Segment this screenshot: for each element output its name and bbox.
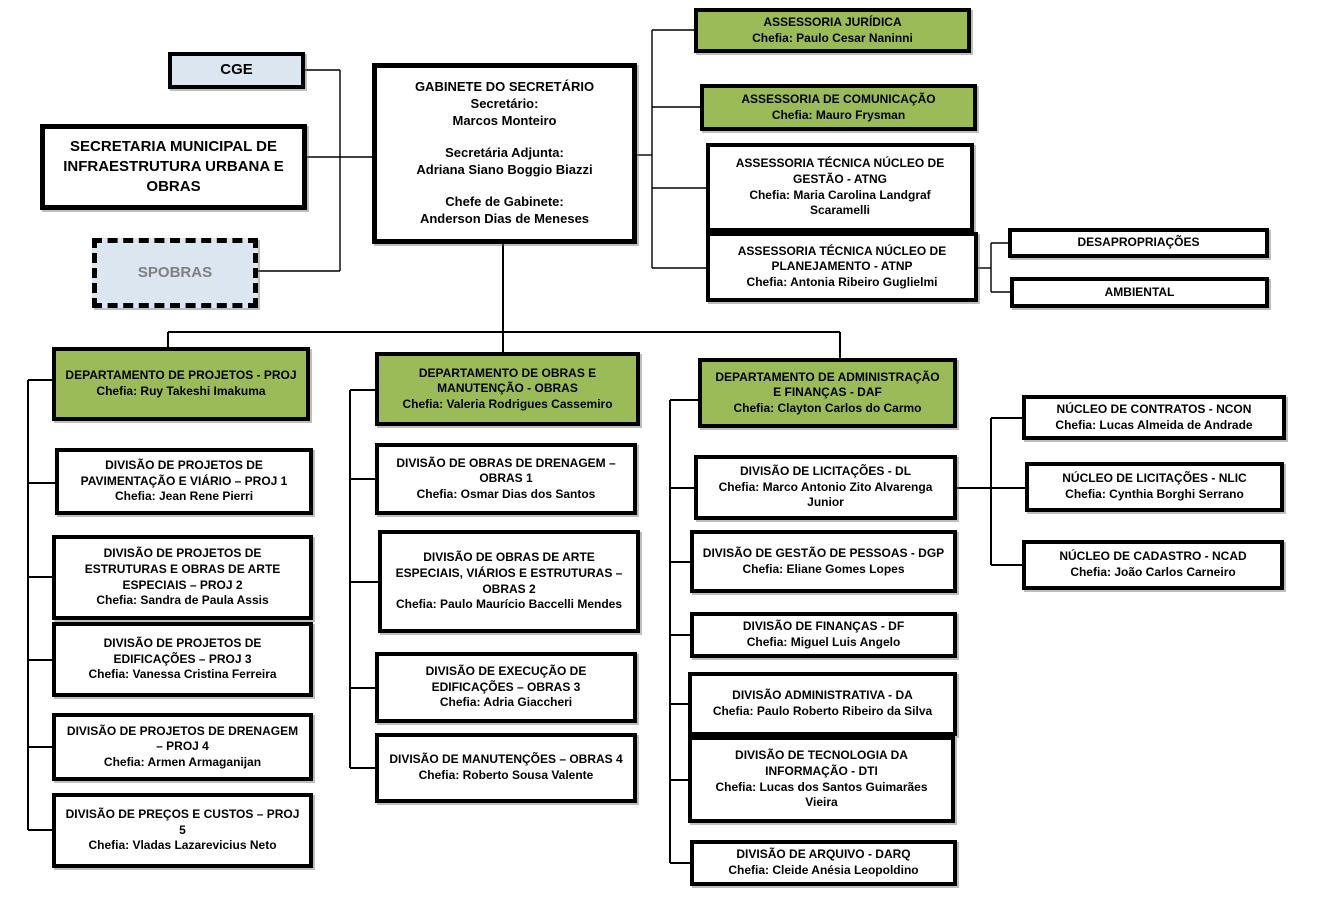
node-title: DIVISÃO DE PROJETOS DE ESTRUTURAS E OBRAS DE ARTE ESPECIAIS – PROJ 2 <box>84 546 281 592</box>
node-title: DIVISÃO DE FINANÇAS - DF <box>742 619 905 634</box>
node-ambiental <box>1010 277 1269 308</box>
node-chief: Chefia: Lucas Almeida de Andrade <box>1055 417 1253 432</box>
node-divisao-proj-1 <box>55 448 313 515</box>
node-chief: Chefia: Armen Armaganijan <box>103 754 262 769</box>
node-chief: Chefia: Maria Carolina Landgraf Scaramelli <box>749 187 931 218</box>
node-divisao-obras-4 <box>375 733 637 803</box>
node-divisao-da <box>688 672 957 736</box>
node-chief: Chefia: Vladas Lazarevicius Neto <box>88 838 277 853</box>
node-title: DIVISÃO DE ARQUIVO - DARQ <box>736 847 911 862</box>
node-title: GABINETE DO SECRETÁRIO <box>414 79 595 95</box>
node-chief: Chefia: Paulo Cesar Naninni <box>752 30 913 45</box>
node-spobras <box>92 238 258 308</box>
node-gabinete-do-secretario <box>372 63 637 244</box>
node-title: DIVISÃO DE OBRAS DE ARTE ESPECIAIS, VIÁRIOS E ESTRUTURAS – OBRAS 2 <box>395 550 623 596</box>
node-departamento-daf <box>698 358 957 428</box>
node-title: DEPARTAMENTO DE OBRAS E MANUTENÇÃO - OBRAS <box>418 365 597 396</box>
node-divisao-proj-3 <box>52 622 313 697</box>
node-chief: Chefia: Paulo Roberto Ribeiro da Silva <box>712 704 933 718</box>
node-title: DIVISÃO DE GESTÃO DE PESSOAS - DGP <box>702 545 945 560</box>
node-divisao-df <box>690 612 957 658</box>
node-title: SPOBRAS <box>137 263 213 281</box>
node-divisao-proj-5 <box>52 793 313 868</box>
connector-group-obras-spine <box>350 390 378 768</box>
node-title: DIVISÃO DE PROJETOS DE PAVIMENTAÇÃO E VIÁRIO – PROJ 1 <box>80 458 288 488</box>
node-title: DIVISÃO DE PROJETOS DE DRENAGEM – PROJ 4 <box>66 723 299 754</box>
node-divisao-obras-3 <box>375 652 637 723</box>
node-departamento-obras <box>375 352 640 426</box>
node-assessoria-atnp <box>706 232 978 302</box>
node-chief: Chefia: Marco Antonio Zito Alvarenga Junior <box>718 479 933 510</box>
node-chief: Chefia: Jean Rene Pierri <box>114 489 254 504</box>
node-title: ASSESSORIA TÉCNICA NÚCLEO DE PLANEJAMENTO - ATNP <box>737 243 947 274</box>
node-title: DIVISÃO DE PROJETOS DE EDIFICAÇÕES – PROJ 3 <box>103 636 262 666</box>
node-chief: Chefia: Adria Giaccheri <box>439 695 573 710</box>
node-title: DEPARTAMENTO DE ADMINISTRAÇÃO E FINANÇAS - DAF <box>715 369 940 400</box>
role-name: Anderson Dias de Meneses <box>419 211 590 227</box>
node-title: ASSESSORIA TÉCNICA NÚCLEO DE GESTÃO - ATNG <box>735 156 945 186</box>
node-chief: Chefia: João Carlos Carneiro <box>1070 565 1236 579</box>
node-chief: Chefia: Mauro Frysman <box>771 107 906 122</box>
node-title: ASSESSORIA DE COMUNICAÇÃO <box>741 91 936 106</box>
node-chief: Chefia: Vanessa Cristina Ferreira <box>88 667 277 682</box>
connector-group-atnp-units <box>978 243 1010 292</box>
node-title: NÚCLEO DE CADASTRO - NCAD <box>1059 549 1247 564</box>
node-divisao-obras-2 <box>378 530 640 633</box>
node-chief: Chefia: Cynthia Borghi Serrano <box>1065 487 1244 501</box>
node-divisao-proj-2 <box>52 535 313 620</box>
node-desapropriacoes <box>1008 228 1269 258</box>
node-title: AMBIENTAL <box>1104 284 1175 299</box>
node-nucleo-ncad <box>1022 540 1284 590</box>
role-label: Secretária Adjunta: <box>445 145 564 161</box>
connector-group-assessorias <box>637 30 706 268</box>
node-title: DIVISÃO DE LICITAÇÕES - DL <box>739 464 912 479</box>
role-label: Secretário: <box>470 95 539 111</box>
connector-group-nucleos-spine <box>957 418 1025 565</box>
node-chief: Chefia: Lucas dos Santos Guimarães Vieira <box>715 779 928 810</box>
node-divisao-dti <box>688 736 955 823</box>
role-label: Chefe de Gabinete: <box>445 194 564 210</box>
node-chief: Chefia: Roberto Sousa Valente <box>418 768 594 782</box>
node-assessoria-juridica <box>694 8 971 53</box>
node-title: DIVISÃO ADMINISTRATIVA - DA <box>732 688 913 703</box>
connector-group-proj-spine <box>28 380 55 830</box>
node-secretaria-municipal <box>40 124 307 210</box>
node-assessoria-atng <box>706 143 974 232</box>
node-chief: Chefia: Ruy Takeshi Imakuma <box>96 384 266 398</box>
node-title: DIVISÃO DE MANUTENÇÕES – OBRAS 4 <box>389 752 623 767</box>
node-title: CGE <box>220 61 253 79</box>
node-chief: Chefia: Valeria Rodrigues Cassemiro <box>402 396 613 411</box>
node-title: DIVISÃO DE TECNOLOGIA DA INFORMAÇÃO - DTI <box>735 748 908 778</box>
node-title: NÚCLEO DE LICITAÇÕES - NLIC <box>1062 471 1247 486</box>
node-nucleo-nlic <box>1025 462 1284 512</box>
node-title: NÚCLEO DE CONTRATOS - NCON <box>1056 401 1252 416</box>
node-assessoria-comunicacao <box>700 84 977 131</box>
node-chief: Chefia: Paulo Maurício Baccelli Mendes <box>395 597 623 612</box>
node-chief: Chefia: Sandra de Paula Assis <box>96 593 269 608</box>
node-chief: Chefia: Clayton Carlos do Carmo <box>733 400 922 415</box>
node-chief: Chefia: Antonia Ribeiro Guglielmi <box>746 274 938 289</box>
node-divisao-dgp <box>690 530 957 593</box>
role-name: Adriana Siano Boggio Biazzi <box>416 161 593 177</box>
node-chief: Chefia: Eliane Gomes Lopes <box>742 561 905 576</box>
node-title: ASSESSORIA JURÍDICA <box>763 14 902 29</box>
node-divisao-obras-1 <box>375 443 637 515</box>
node-title: DIVISÃO DE PREÇOS E CUSTOS – PROJ 5 <box>65 807 300 837</box>
node-chief: Chefia: Osmar Dias dos Santos <box>416 486 596 501</box>
node-divisao-dl <box>694 455 957 520</box>
node-nucleo-ncon <box>1022 395 1286 440</box>
node-chief: Chefia: Cleide Anésia Leopoldino <box>728 863 919 877</box>
node-title: SECRETARIA MUNICIPAL DE INFRAESTRUTURA URBANA E OBRAS <box>63 137 284 196</box>
node-divisao-darq <box>690 840 957 886</box>
node-cge <box>168 52 305 89</box>
node-title: DEPARTAMENTO DE PROJETOS - PROJ <box>65 368 297 383</box>
role-name: Marcos Monteiro <box>452 112 557 128</box>
node-title: DIVISÃO DE OBRAS DE DRENAGEM – OBRAS 1 <box>396 455 616 486</box>
node-title: DIVISÃO DE EXECUÇÃO DE EDIFICAÇÕES – OBRAS 3 <box>425 664 587 694</box>
node-divisao-proj-4 <box>52 713 313 781</box>
node-title: DESAPROPRIAÇÕES <box>1077 235 1200 250</box>
node-chief: Chefia: Miguel Luis Angelo <box>746 635 901 649</box>
node-departamento-proj <box>52 347 310 421</box>
